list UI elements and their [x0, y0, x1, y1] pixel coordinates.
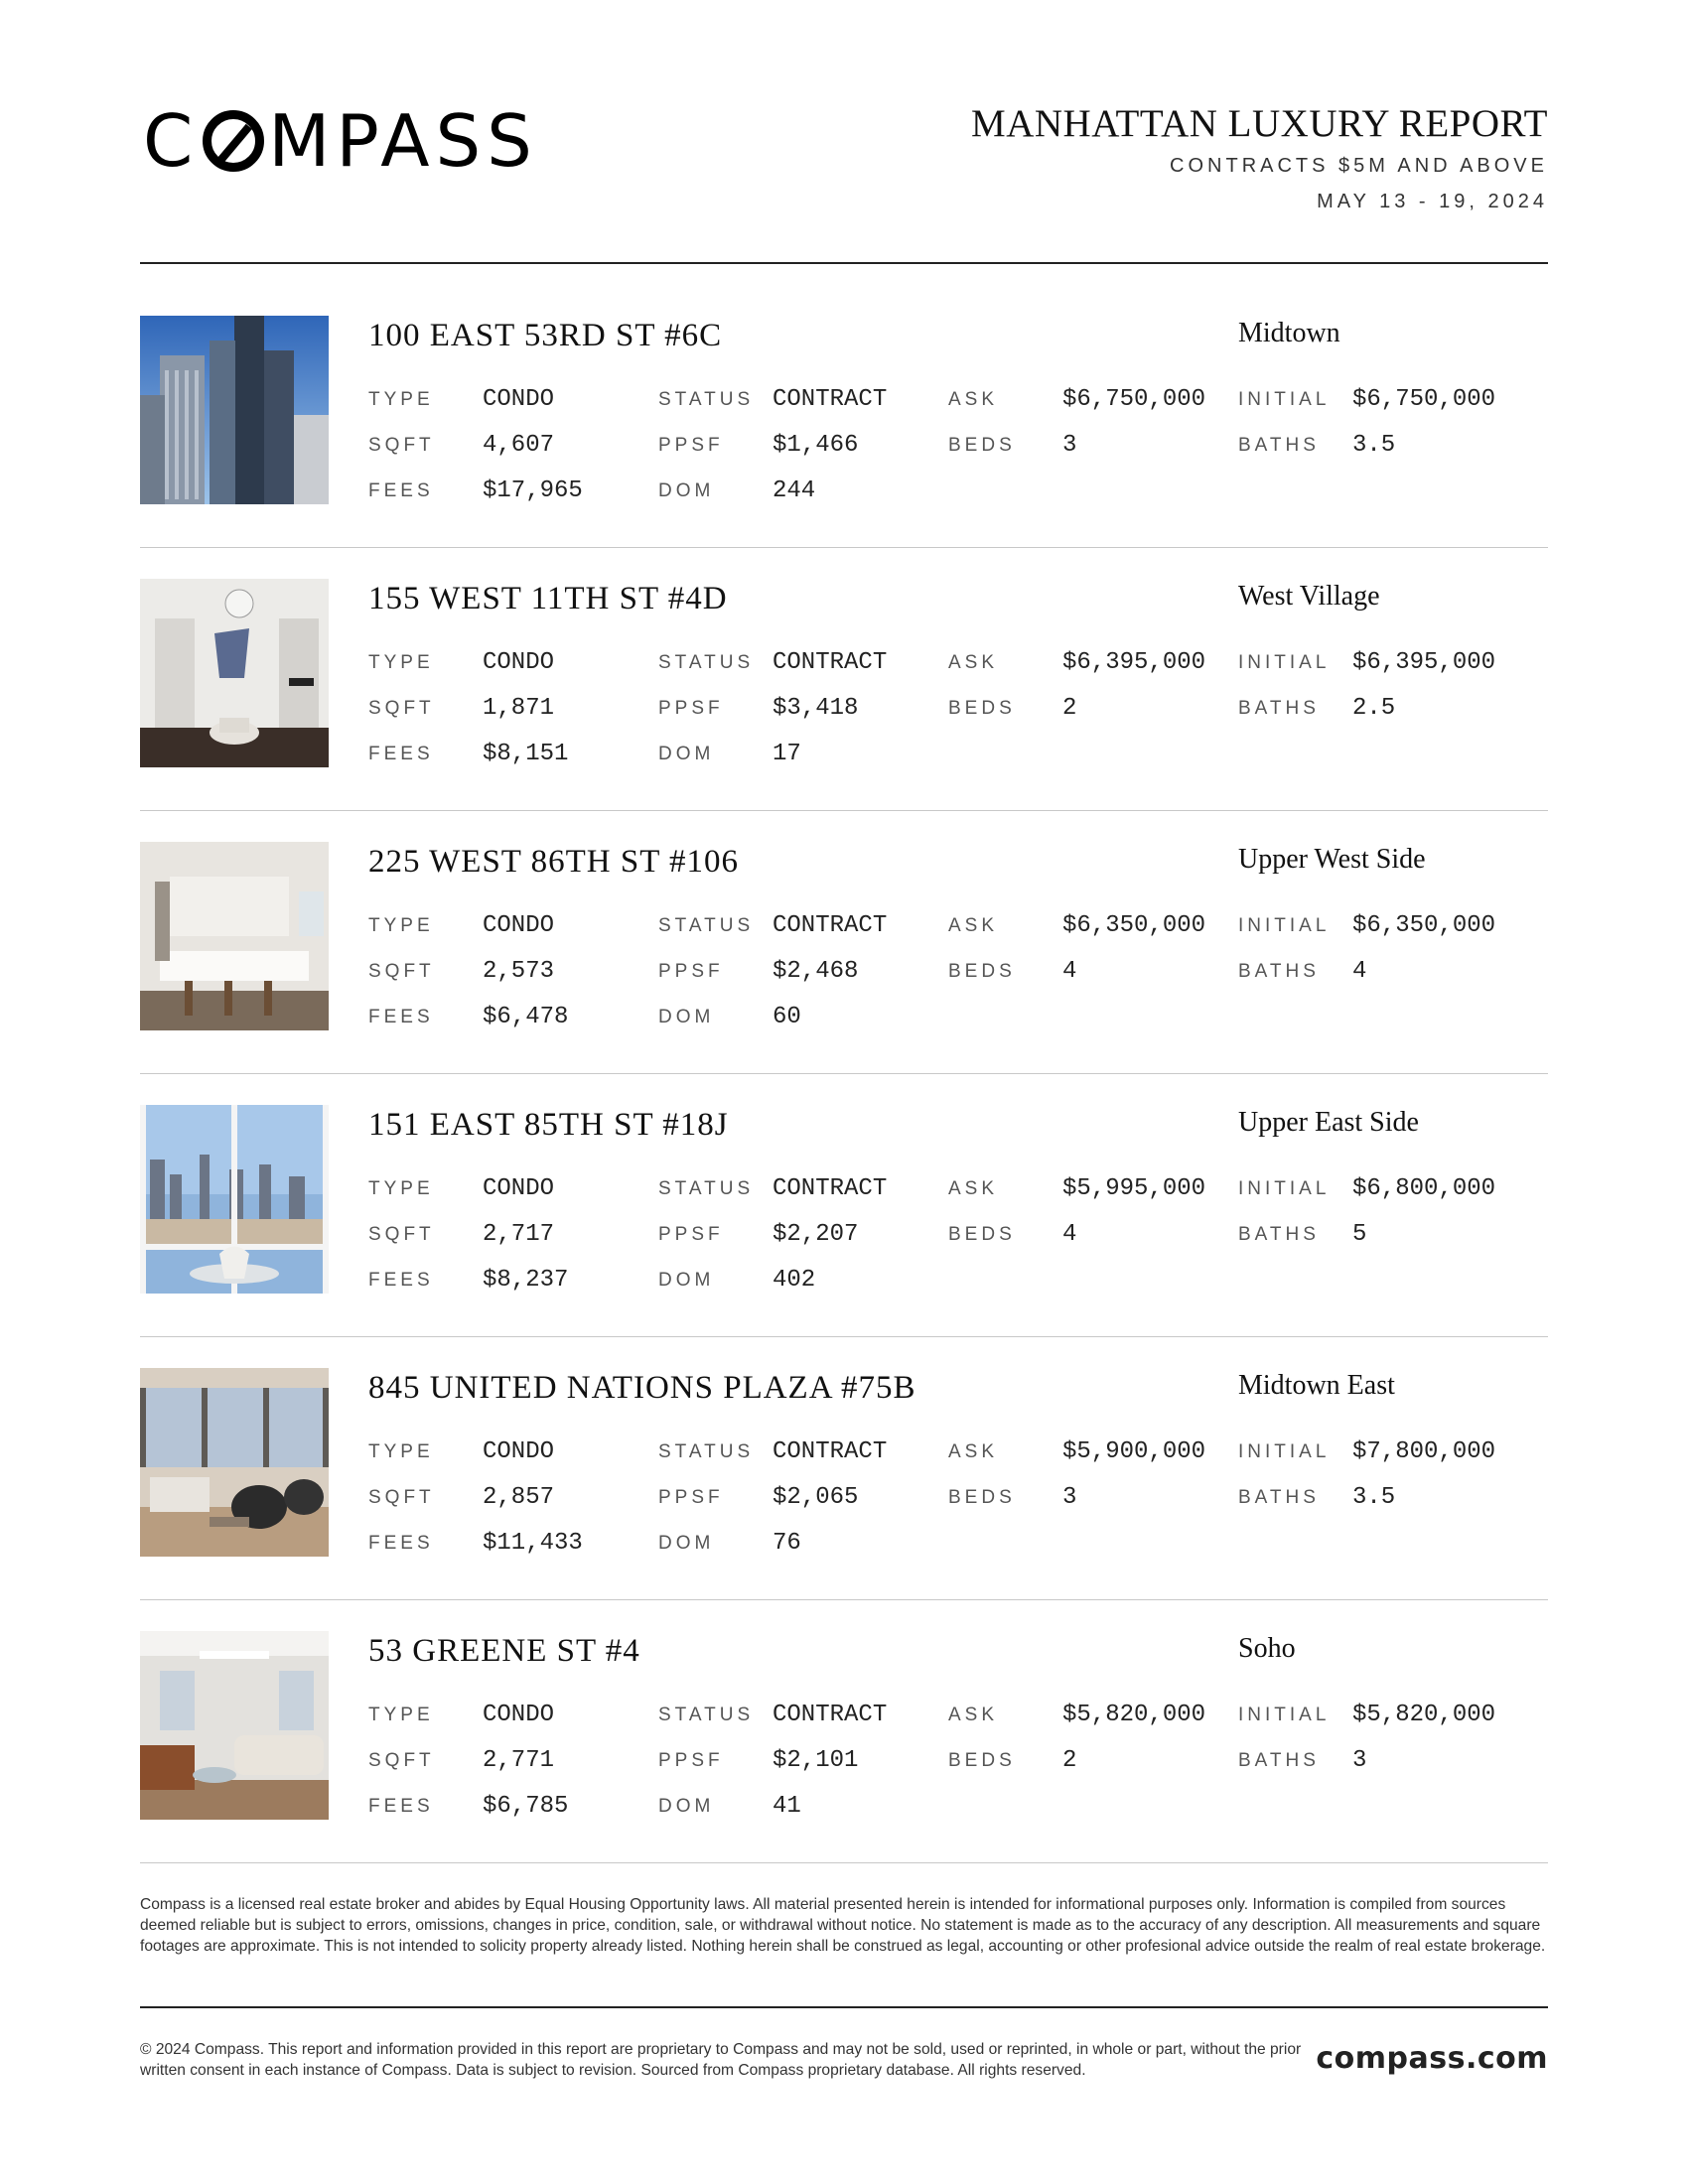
listing-divider — [140, 1073, 1548, 1074]
beds-label: BEDS — [948, 698, 1016, 719]
beds-value: 2 — [1062, 1747, 1077, 1774]
sqft-value: 2,771 — [483, 1747, 555, 1774]
initial-value: $6,395,000 — [1352, 649, 1496, 676]
beds-label: BEDS — [948, 1224, 1016, 1245]
ask-value: $6,750,000 — [1062, 386, 1206, 413]
fees-label: FEES — [368, 744, 434, 764]
fees-label: FEES — [368, 1533, 434, 1554]
fees-value: $11,433 — [483, 1530, 583, 1557]
initial-label: INITIAL — [1238, 915, 1331, 936]
disclaimer-text: Compass is a licensed real estate broker and abides by Equal Housing Opportunity laws. All material presented herein is intended for informational purposes only. Information is compiled from sources deemed reliable but is subject to errors, omissions, changes in price, condition, sale, or withdrawal without notice. No statement is made as to the accuracy of any description. All measurements and square footages are approximate. This is not intended to solicity property already listed. Nothing herein shall be construed as legal, accounting or other profesional advice outside the realm of real estate brokerage. — [140, 1896, 1546, 1955]
report-header — [140, 95, 1548, 264]
status-value: CONTRACT — [773, 1438, 888, 1465]
ppsf-label: PPSF — [658, 961, 724, 982]
ppsf-value: $2,101 — [773, 1747, 859, 1774]
listing-row[interactable] — [140, 1368, 1548, 1631]
beds-value: 2 — [1062, 695, 1077, 722]
baths-value: 3.5 — [1352, 1484, 1396, 1511]
ask-value: $5,820,000 — [1062, 1702, 1206, 1728]
living-room-photo[interactable] — [140, 1368, 329, 1557]
ppsf-label: PPSF — [658, 698, 724, 719]
baths-label: BATHS — [1238, 1750, 1320, 1771]
status-label: STATUS — [658, 652, 755, 673]
dom-value: 41 — [773, 1793, 801, 1820]
initial-label: INITIAL — [1238, 1441, 1331, 1462]
listing-divider — [140, 1599, 1548, 1600]
ask-label: ASK — [948, 652, 999, 673]
sqft-value: 2,717 — [483, 1221, 555, 1248]
listing-address[interactable]: 100 EAST 53RD ST #6C — [368, 318, 723, 353]
ask-value: $5,995,000 — [1062, 1175, 1206, 1202]
fees-label: FEES — [368, 1270, 434, 1291]
beds-value: 3 — [1062, 432, 1077, 459]
ppsf-label: PPSF — [658, 1224, 724, 1245]
type-label: TYPE — [368, 652, 434, 673]
sqft-label: SQFT — [368, 698, 435, 719]
fees-label: FEES — [368, 1007, 434, 1027]
beds-label: BEDS — [948, 1750, 1016, 1771]
kitchen-photo[interactable] — [140, 842, 329, 1030]
listing-address[interactable]: 225 WEST 86TH ST #106 — [368, 844, 740, 880]
listing-divider — [140, 1862, 1548, 1863]
initial-value: $7,800,000 — [1352, 1438, 1496, 1465]
sqft-label: SQFT — [368, 961, 435, 982]
beds-value: 3 — [1062, 1484, 1077, 1511]
type-value: CONDO — [483, 1175, 555, 1202]
fees-label: FEES — [368, 480, 434, 501]
ppsf-label: PPSF — [658, 1487, 724, 1508]
ppsf-value: $2,065 — [773, 1484, 859, 1511]
website-link[interactable]: compass.com — [1316, 2041, 1548, 2076]
report-title: MANHATTAN LUXURY REPORT — [971, 102, 1548, 145]
baths-value: 2.5 — [1352, 695, 1396, 722]
dom-label: DOM — [658, 1533, 715, 1554]
listing-address[interactable]: 155 WEST 11TH ST #4D — [368, 581, 728, 616]
listing-row[interactable] — [140, 842, 1548, 1105]
type-label: TYPE — [368, 1178, 434, 1199]
sqft-value: 4,607 — [483, 432, 555, 459]
ppsf-value: $3,418 — [773, 695, 859, 722]
beds-value: 4 — [1062, 1221, 1077, 1248]
sqft-value: 2,573 — [483, 958, 555, 985]
status-value: CONTRACT — [773, 649, 888, 676]
dom-value: 244 — [773, 478, 816, 504]
ask-value: $5,900,000 — [1062, 1438, 1206, 1465]
loft-photo[interactable] — [140, 1631, 329, 1820]
baths-value: 4 — [1352, 958, 1367, 985]
type-label: TYPE — [368, 915, 434, 936]
type-label: TYPE — [368, 1705, 434, 1725]
ask-label: ASK — [948, 389, 999, 410]
baths-label: BATHS — [1238, 1224, 1320, 1245]
dom-value: 76 — [773, 1530, 801, 1557]
dom-label: DOM — [658, 1796, 715, 1817]
type-label: TYPE — [368, 1441, 434, 1462]
status-label: STATUS — [658, 915, 755, 936]
ppsf-value: $1,466 — [773, 432, 859, 459]
dom-label: DOM — [658, 1007, 715, 1027]
dom-label: DOM — [658, 1270, 715, 1291]
header-divider — [140, 262, 1548, 264]
type-value: CONDO — [483, 1702, 555, 1728]
ppsf-label: PPSF — [658, 435, 724, 456]
dom-label: DOM — [658, 480, 715, 501]
baths-label: BATHS — [1238, 698, 1320, 719]
initial-value: $6,350,000 — [1352, 912, 1496, 939]
ask-value: $6,395,000 — [1062, 649, 1206, 676]
listing-neighborhood: Upper East Side — [1238, 1107, 1419, 1138]
status-value: CONTRACT — [773, 1175, 888, 1202]
status-label: STATUS — [658, 389, 755, 410]
dom-value: 60 — [773, 1004, 801, 1030]
fees-value: $8,237 — [483, 1267, 569, 1294]
ppsf-value: $2,468 — [773, 958, 859, 985]
beds-label: BEDS — [948, 961, 1016, 982]
initial-label: INITIAL — [1238, 1705, 1331, 1725]
status-value: CONTRACT — [773, 386, 888, 413]
ask-label: ASK — [948, 915, 999, 936]
initial-value: $6,750,000 — [1352, 386, 1496, 413]
report-date-range: MAY 13 - 19, 2024 — [1317, 191, 1548, 212]
ask-value: $6,350,000 — [1062, 912, 1206, 939]
listing-neighborhood: Upper West Side — [1238, 844, 1426, 875]
listing-address[interactable]: 845 UNITED NATIONS PLAZA #75B — [368, 1370, 916, 1406]
initial-label: INITIAL — [1238, 1178, 1331, 1199]
baths-label: BATHS — [1238, 1487, 1320, 1508]
initial-value: $6,800,000 — [1352, 1175, 1496, 1202]
listing-neighborhood: Midtown — [1238, 318, 1340, 348]
listing-address[interactable]: 151 EAST 85TH ST #18J — [368, 1107, 729, 1143]
status-value: CONTRACT — [773, 1702, 888, 1728]
listing-neighborhood: Soho — [1238, 1633, 1296, 1664]
status-label: STATUS — [658, 1705, 755, 1725]
beds-value: 4 — [1062, 958, 1077, 985]
report-subtitle: CONTRACTS $5M AND ABOVE — [1170, 155, 1548, 177]
sqft-label: SQFT — [368, 1224, 435, 1245]
fees-value: $6,478 — [483, 1004, 569, 1030]
fees-label: FEES — [368, 1796, 434, 1817]
sqft-value: 2,857 — [483, 1484, 555, 1511]
compass-logo: C MPASS — [143, 99, 538, 183]
baths-label: BATHS — [1238, 435, 1320, 456]
ask-label: ASK — [948, 1705, 999, 1725]
initial-label: INITIAL — [1238, 652, 1331, 673]
dom-label: DOM — [658, 744, 715, 764]
baths-value: 5 — [1352, 1221, 1367, 1248]
status-value: CONTRACT — [773, 912, 888, 939]
ppsf-value: $2,207 — [773, 1221, 859, 1248]
sqft-label: SQFT — [368, 435, 435, 456]
type-label: TYPE — [368, 389, 434, 410]
type-value: CONDO — [483, 912, 555, 939]
dom-value: 17 — [773, 741, 801, 767]
status-label: STATUS — [658, 1178, 755, 1199]
listing-neighborhood: West Village — [1238, 581, 1380, 612]
dom-value: 402 — [773, 1267, 816, 1294]
compass-o-icon — [203, 110, 264, 172]
fees-value: $6,785 — [483, 1793, 569, 1820]
beds-label: BEDS — [948, 435, 1016, 456]
initial-label: INITIAL — [1238, 389, 1331, 410]
type-value: CONDO — [483, 649, 555, 676]
listing-row[interactable] — [140, 1105, 1548, 1368]
listing-divider — [140, 1336, 1548, 1337]
ask-label: ASK — [948, 1441, 999, 1462]
beds-label: BEDS — [948, 1487, 1016, 1508]
skyscraper-photo[interactable] — [140, 316, 329, 504]
foyer-photo[interactable] — [140, 579, 329, 767]
baths-value: 3.5 — [1352, 432, 1396, 459]
report-page — [140, 0, 1548, 2184]
type-value: CONDO — [483, 1438, 555, 1465]
sqft-value: 1,871 — [483, 695, 555, 722]
fees-value: $17,965 — [483, 478, 583, 504]
listing-row[interactable] — [140, 316, 1548, 579]
copyright-text: © 2024 Compass. This report and information provided in this report are proprietary to Compass and may not be sold, used or reprinted, in whole or part, without the prior written consent in each instance of Compass. Data is subject to revision. Sourced from Compass proprietary database. All rights reserved. — [140, 2041, 1302, 2079]
sqft-label: SQFT — [368, 1750, 435, 1771]
baths-label: BATHS — [1238, 961, 1320, 982]
ask-label: ASK — [948, 1178, 999, 1199]
baths-value: 3 — [1352, 1747, 1367, 1774]
sqft-label: SQFT — [368, 1487, 435, 1508]
ppsf-label: PPSF — [658, 1750, 724, 1771]
listing-divider — [140, 547, 1548, 548]
city-view-photo[interactable] — [140, 1105, 329, 1294]
listing-address[interactable]: 53 GREENE ST #4 — [368, 1633, 640, 1669]
listing-divider — [140, 810, 1548, 811]
type-value: CONDO — [483, 386, 555, 413]
initial-value: $5,820,000 — [1352, 1702, 1496, 1728]
listing-row[interactable] — [140, 1631, 1548, 1894]
footer-divider — [140, 2006, 1548, 2008]
listing-row[interactable] — [140, 579, 1548, 842]
status-label: STATUS — [658, 1441, 755, 1462]
listing-neighborhood: Midtown East — [1238, 1370, 1395, 1401]
fees-value: $8,151 — [483, 741, 569, 767]
